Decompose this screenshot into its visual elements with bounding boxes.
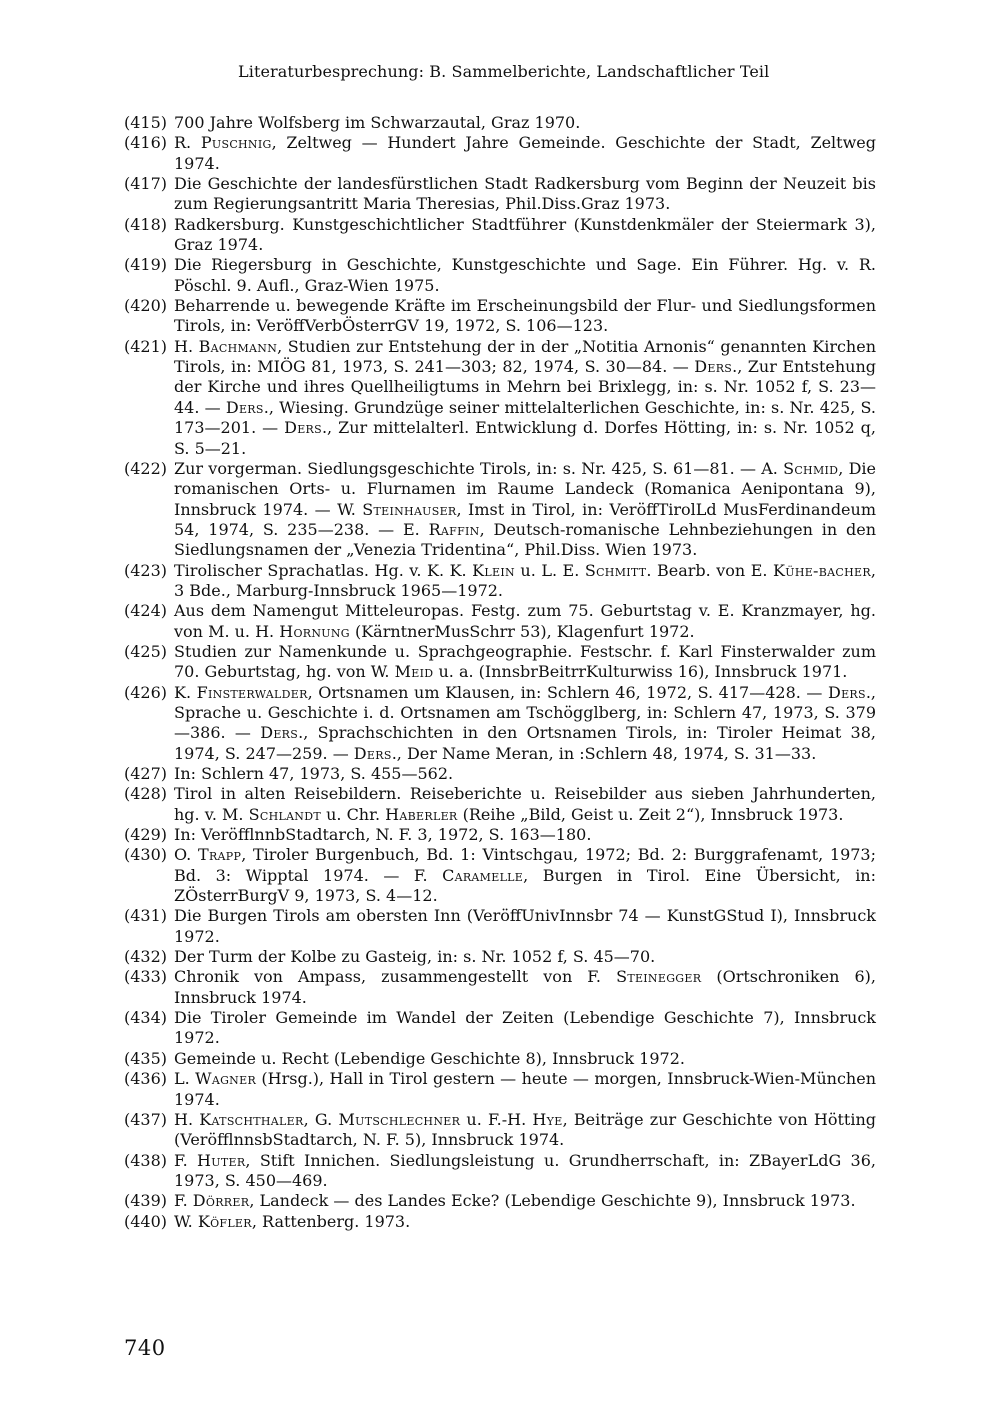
bibliography-entry — [124, 113, 876, 133]
bibliography-entry — [124, 561, 876, 602]
author-name: Steinegger — [616, 967, 702, 987]
entry-text-segment: , Stift Innichen. Siedlungsleistung u. Grundherrschaft, in: ZBayerLdG 36, 1973, S. 450—469. — [174, 1150, 877, 1190]
bibliography-entry — [124, 1151, 876, 1192]
author-name: Bachmann — [198, 336, 278, 356]
entry-text-segment: (Hrsg.), Hall in Tirol gestern — heute — morgen, Innsbruck-Wien-München 1974. — [174, 1069, 877, 1109]
entry-text — [174, 1151, 876, 1192]
entry-number: (433) — [124, 967, 168, 987]
bibliography-entry — [124, 215, 876, 256]
bibliography-entry — [124, 906, 876, 947]
entry-text-segment: (Ortschroniken 6), Innsbruck 1974. — [174, 967, 876, 1007]
entry-number: (418) — [124, 214, 168, 234]
bibliography-entry — [124, 683, 876, 764]
author-name: Ders — [284, 418, 322, 438]
entry-text-segment: Die Geschichte der landesfürstlichen Stadt Radkersburg vom Beginn der Neuzeit bis zum Regierungsantritt Maria Theresias, Phil.Diss.Graz 1973. — [174, 174, 876, 214]
entry-text — [174, 561, 876, 602]
entry-number: (425) — [124, 641, 168, 661]
entry-number: (427) — [124, 764, 168, 783]
bibliography-entry — [124, 845, 876, 906]
entry-text-segment: (KärntnerMusSchrr 53), Klagenfurt 1972. — [349, 621, 695, 641]
entry-text — [174, 255, 876, 296]
entry-number: (421) — [124, 336, 168, 356]
entry-text-segment: Radkersburg. Kunstgeschichtlicher Stadtführer (Kunstdenkmäler der Steiermark 3), Graz 1974. — [174, 214, 876, 255]
entry-text-segment: ., Zur Entstehung der Kirche und ihres Quellheiligtums in Mehrn bei Brixlegg, in: s. Nr. 1052 f, S. 23—44. — — [174, 357, 876, 417]
entry-text-segment: , Imst in Tirol, in: VeröffTirolLd MusFerdinandeum 54, 1974, S. 235—238. — E. — [174, 499, 877, 539]
entry-number: (431) — [124, 906, 168, 926]
bibliography-entry — [124, 255, 876, 296]
bibliography-entry — [124, 601, 876, 642]
author-name: Raffin — [428, 519, 480, 539]
entry-text — [174, 1212, 876, 1232]
bibliography-entry — [124, 967, 876, 1008]
entry-number: (436) — [124, 1069, 168, 1089]
entry-number: (438) — [124, 1150, 168, 1170]
author-name: Finsterwalder — [196, 682, 308, 702]
bibliography-entry — [124, 1191, 876, 1211]
entry-text — [174, 174, 876, 215]
bibliography-entry — [124, 337, 876, 459]
author-name: Ders — [827, 682, 866, 702]
entry-text-segment: K. — [174, 682, 197, 702]
author-name: Ders — [225, 397, 264, 417]
entry-text — [174, 784, 876, 825]
entry-text — [174, 947, 876, 967]
entry-text-segment: u. Chr. — [321, 804, 386, 824]
entry-text-segment: H. — [174, 336, 199, 356]
bibliography-entry — [124, 1049, 876, 1069]
entry-text-segment: ., Sprache u. Geschichte i. d. Ortsnamen am Tschögglberg, in: Schlern 47, 1973, S. 379—386. — — [174, 682, 877, 743]
author-name: Meid — [394, 662, 434, 682]
author-name: Schlandt — [248, 804, 321, 824]
entry-text-segment: , 3 Bde., Marburg-Innsbruck 1965—1972. — [174, 560, 877, 600]
author-name: Puschnig — [200, 133, 272, 153]
entry-text — [174, 825, 876, 845]
author-name: Ders — [353, 743, 392, 763]
entry-text-segment: W. — [174, 1211, 198, 1231]
entry-text — [174, 764, 876, 784]
running-header: Literaturbesprechung: B. Sammelberichte, Landschaftlicher Teil — [238, 62, 770, 81]
author-name: Köfler — [197, 1211, 252, 1231]
entry-text-segment: ., Zur mittelalterl. Entwicklung d. Dorfes Hötting, in: s. Nr. 1052 q, S. 5—21. — [174, 418, 876, 458]
entry-text — [174, 459, 876, 561]
entry-number: (426) — [124, 682, 168, 702]
bibliography-entry — [124, 825, 876, 845]
entry-text-segment: , Ortsnamen um Klausen, in: Schlern 46, 1972, S. 417—428. — — [307, 682, 828, 702]
entry-text-segment: In: Schlern 47, 1973, S. 455—562. — [174, 764, 454, 783]
bibliography-entry — [124, 133, 876, 174]
entry-text — [174, 215, 876, 256]
entry-text-segment: Studien zur Namenkunde u. Sprachgeographie. Festschr. f. Karl Finsterwalder zum 70. Geburtstag, hg. von W. — [174, 641, 876, 682]
entry-text-segment: Gemeinde u. Recht (Lebendige Geschichte 8), Innsbruck 1972. — [174, 1048, 685, 1068]
entry-number: (420) — [124, 296, 168, 316]
entry-number: (428) — [124, 784, 168, 804]
author-name: Caramelle — [442, 865, 524, 885]
bibliography-entry — [124, 1212, 876, 1232]
entry-text — [174, 967, 876, 1008]
entry-text-segment: u. F.-H. — [460, 1109, 533, 1129]
entry-text — [174, 1110, 876, 1151]
entry-number: (429) — [124, 825, 168, 845]
entry-text — [174, 1069, 876, 1110]
author-name: Steinhauser — [362, 499, 457, 519]
author-name: Wagner — [195, 1069, 257, 1089]
entry-text — [174, 1049, 876, 1069]
bibliography-entry — [124, 459, 876, 561]
bibliography-entry — [124, 1110, 876, 1151]
entry-text-segment: ., Der Name Meran, in :Schlern 48, 1974, S. 31—33. — [391, 743, 817, 763]
bibliography-entry — [124, 174, 876, 215]
entry-text — [174, 113, 876, 133]
entry-text-segment: ., Wiesing. Grundzüge seiner mittelalterlichen Geschichte, in: s. Nr. 425, S. 173—201. — — [174, 397, 876, 438]
entry-text — [174, 642, 876, 683]
entry-number: (424) — [124, 601, 168, 621]
author-name: Schmid — [783, 458, 839, 478]
bibliography-entry — [124, 1069, 876, 1110]
author-name: Dörrer — [192, 1191, 250, 1211]
author-name: Schmitt — [584, 560, 647, 580]
entry-text-segment: O. — [174, 845, 198, 865]
entry-text-segment: (Reihe „Bild, Geist u. Zeit 2“), Innsbruck 1973. — [457, 804, 844, 824]
entry-text-segment: , Burgen in Tirol. Eine Übersicht, in: ZÖsterrBurgV 9, 1973, S. 4—12. — [174, 865, 876, 906]
entry-text-segment: R. — [174, 133, 201, 153]
entry-number: (419) — [124, 255, 168, 275]
author-name: Kühe-bacher — [773, 560, 871, 580]
entry-number: (430) — [124, 845, 168, 865]
entry-text — [174, 845, 876, 906]
entry-number: (422) — [124, 458, 168, 478]
author-name: Mutschlechner — [338, 1109, 461, 1129]
entry-text — [174, 337, 876, 459]
author-name: Trapp — [197, 845, 242, 865]
entry-text-segment: Beharrende u. bewegende Kräfte im Erscheinungsbild der Flur- und Siedlungsformen Tirols, in: VeröffVerbÖsterrGV 19, 1972, S. 106—123. — [174, 296, 876, 336]
entry-text-segment: Chronik von Ampass, zusammengestellt von F. — [174, 967, 617, 987]
entry-text-segment: Tirolischer Sprachatlas. Hg. v. K. K. — [174, 560, 473, 580]
entry-number: (434) — [124, 1008, 168, 1028]
entry-text — [174, 601, 876, 642]
entry-text — [174, 1191, 876, 1211]
entry-text-segment: Aus dem Namengut Mitteleuropas. Festg. zum 75. Geburtstag v. E. Kranzmayer, hg. von M. u. H. — [174, 601, 876, 641]
entry-text-segment: , Rattenberg. 1973. — [251, 1211, 411, 1231]
bibliography-entry — [124, 764, 876, 784]
author-name: Ders — [694, 357, 733, 377]
entry-text-segment: Die Burgen Tirols am obersten Inn (VeröffUnivInnsbr 74 — KunstGStud I), Innsbruck 1972. — [174, 906, 876, 946]
entry-text — [174, 683, 876, 764]
entry-text — [174, 133, 876, 174]
entry-text-segment: , Deutsch-romanische Lehnbeziehungen in den Siedlungsnamen der „Venezia Tridentina“, Phil.Diss. Wien 1973. — [174, 519, 877, 560]
entry-text-segment: Die Riegersburg in Geschichte, Kunstgeschichte und Sage. Ein Führer. Hg. v. R. Pöschl. 9. Aufl., Graz-Wien 1975. — [174, 255, 876, 295]
entry-text-segment: , Landeck — des Landes Ecke? (Lebendige Geschichte 9), Innsbruck 1973. — [249, 1191, 856, 1211]
entry-text-segment: F. — [174, 1191, 193, 1211]
author-name: Hye — [532, 1109, 563, 1129]
entry-text-segment: Tirol in alten Reisebildern. Reiseberichte u. Reisebilder aus sieben Jahrhunderten, hg. v. M. — [174, 784, 876, 824]
entry-text-segment: H. — [174, 1109, 200, 1129]
entry-text-segment: Zur vorgerman. Siedlungsgeschichte Tirols, in: s. Nr. 425, S. 61—81. — A. — [174, 458, 784, 478]
entry-text-segment: In: VeröfflnnbStadtarch, N. F. 3, 1972, S. 163—180. — [174, 825, 592, 845]
entry-text-segment: Der Turm der Kolbe zu Gasteig, in: s. Nr. 1052 f, S. 45—70. — [174, 947, 656, 967]
entry-text-segment: Die Tiroler Gemeinde im Wandel der Zeiten (Lebendige Geschichte 7), Innsbruck 1972. — [174, 1008, 876, 1048]
entry-text — [174, 906, 876, 947]
entry-text-segment: ., Sprachschichten in den Ortsnamen Tirols, in: Tiroler Heimat 38, 1974, S. 247—259. — — [174, 723, 876, 763]
entry-text-segment: , Tiroler Burgenbuch, Bd. 1: Vintschgau, 1972; Bd. 2: Burggrafenamt, 1973; Bd. 3: Wipptal 1974. — F. — [174, 845, 876, 885]
author-name: Huter — [197, 1150, 246, 1170]
entry-text-segment: , Zeltweg — Hundert Jahre Gemeinde. Geschichte der Stadt, Zeltweg 1974. — [174, 133, 877, 173]
entry-text-segment: , Die romanischen Orts- u. Flurnamen im Raume Landeck (Romanica Aenipontana 9), Innsbruck 1974. — W. — [174, 458, 877, 519]
entry-number: (416) — [124, 133, 168, 153]
entry-text — [174, 1008, 876, 1049]
entry-text — [174, 296, 876, 337]
entry-number: (432) — [124, 947, 168, 967]
entry-number: (415) — [124, 113, 168, 132]
entry-text-segment: , G. — [303, 1109, 339, 1129]
entry-text-segment: 700 Jahre Wolfsberg im Schwarzautal, Graz 1970. — [174, 113, 581, 132]
entry-number: (440) — [124, 1211, 168, 1231]
author-name: Hornung — [279, 621, 350, 641]
bibliography-entry — [124, 947, 876, 967]
bibliography-entry — [124, 642, 876, 683]
entry-text-segment: , Beiträge zur Geschichte von Hötting (VeröfflnnsbStadtarch, N. F. 5), Innsbruck 1974. — [174, 1109, 876, 1150]
author-name: Haberler — [385, 804, 458, 824]
entry-text-segment: u. a. (InnsbrBeitrrKulturwiss 16), Innsbruck 1971. — [433, 662, 848, 682]
entry-number: (435) — [124, 1048, 168, 1068]
page-number: 740 — [124, 1336, 166, 1360]
entry-number: (437) — [124, 1109, 168, 1129]
entry-text-segment: u. L. E. — [514, 560, 585, 580]
entry-text-segment: , Studien zur Entstehung der in der „Notitia Arnonis“ genannten Kirchen Tirols, in: MIÖG 81, 1973, S. 241—303; 82, 1974, S. 30—84. — — [174, 336, 877, 377]
entry-number: (417) — [124, 174, 168, 194]
bibliography-entry — [124, 1008, 876, 1049]
bibliography-entry — [124, 296, 876, 337]
entry-text-segment: . Bearb. von E. — [646, 560, 774, 580]
author-name: Klein — [472, 560, 515, 580]
entry-number: (423) — [124, 560, 168, 580]
bibliography-entry — [124, 784, 876, 825]
entry-text-segment: F. — [174, 1150, 198, 1170]
author-name: Katschthaler — [199, 1109, 304, 1129]
entry-text-segment: L. — [174, 1069, 196, 1089]
entry-number: (439) — [124, 1191, 168, 1211]
bibliography-list — [124, 113, 876, 1232]
author-name: Ders — [260, 723, 299, 743]
